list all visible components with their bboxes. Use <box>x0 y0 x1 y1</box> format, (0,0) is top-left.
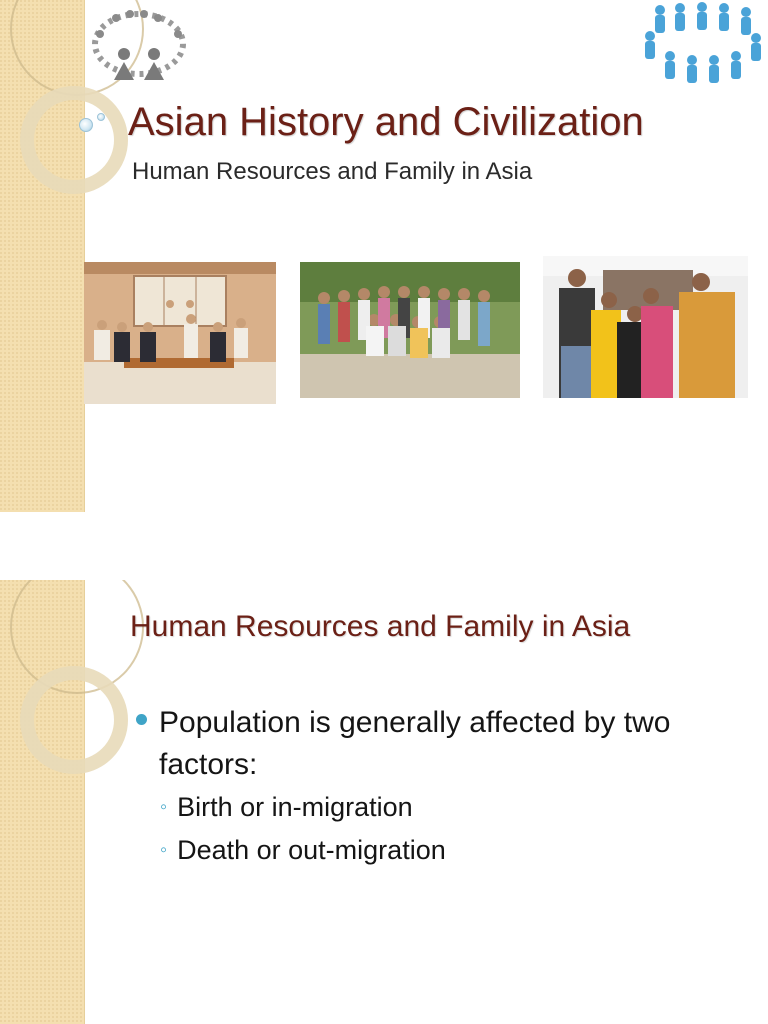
blue-people-logo <box>640 0 766 88</box>
slide-content <box>0 580 768 1024</box>
sub-bullet-text: Death or out-migration <box>177 835 446 865</box>
bullet-text: Population is generally affected by two factors: <box>159 706 671 781</box>
decorative-ring <box>20 86 128 194</box>
slide-subtitle-text: Human Resources and Family in Asia <box>132 158 533 185</box>
bullet-item <box>136 702 756 786</box>
sub-bullet-text: Birth or in-migration <box>177 792 413 822</box>
formal-family-photo <box>84 262 276 404</box>
people-circle-logo <box>86 6 192 84</box>
traditional-family-photo <box>543 256 748 398</box>
decorative-dot <box>97 113 105 121</box>
slide-heading: Human Resources and Family in Asia <box>130 610 631 643</box>
sub-bullet-item <box>160 835 446 866</box>
ring-bullet-icon: ◦ <box>160 796 168 818</box>
sub-bullet-item <box>160 792 413 823</box>
decorative-ring <box>20 666 128 774</box>
ring-bullet-icon: ◦ <box>160 839 168 861</box>
decorative-dot <box>79 118 93 132</box>
bullet-dot-icon <box>136 714 147 725</box>
large-family-photo <box>300 262 520 398</box>
slide-title-text: Asian History and Civilization <box>128 100 644 144</box>
